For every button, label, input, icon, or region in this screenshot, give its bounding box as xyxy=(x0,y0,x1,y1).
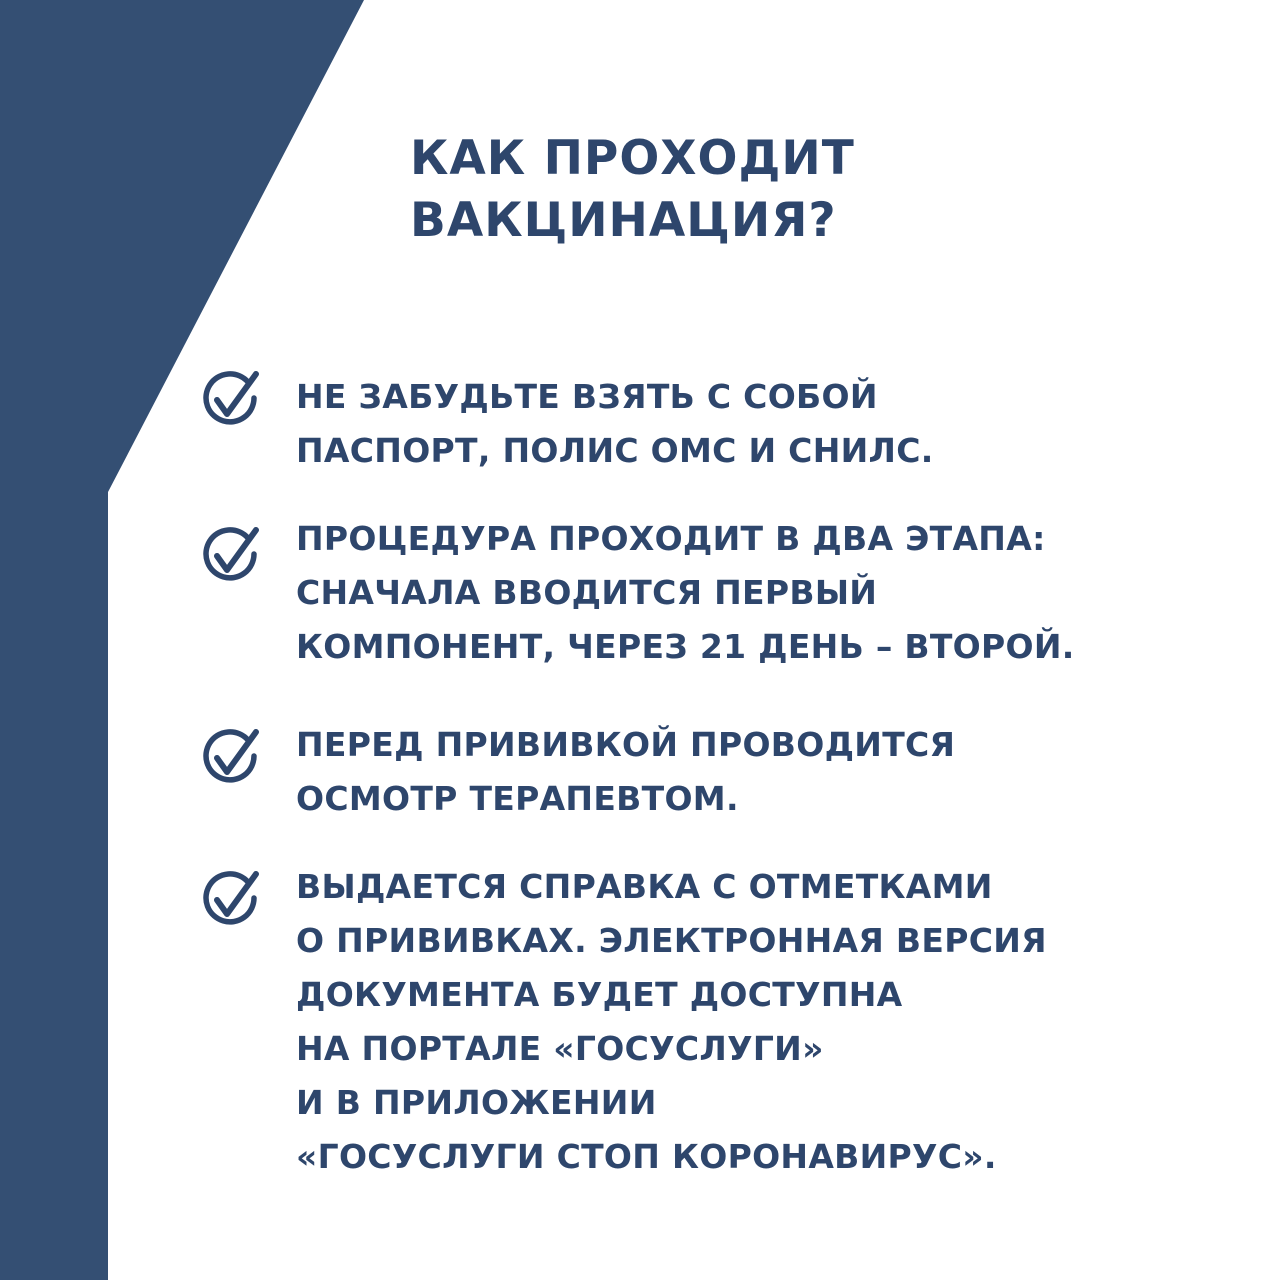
check-circle-icon xyxy=(200,370,262,432)
item-line: И В ПРИЛОЖЕНИИ xyxy=(296,1083,657,1122)
check-circle-icon xyxy=(200,728,262,790)
title-line: ВАКЦИНАЦИЯ? xyxy=(410,193,837,248)
item-line: ВЫДАЕТСЯ СПРАВКА С ОТМЕТКАМИ xyxy=(296,867,993,906)
check-circle-icon xyxy=(200,870,262,932)
item-line: ДОКУМЕНТА БУДЕТ ДОСТУПНА xyxy=(296,975,903,1014)
item-line: СНАЧАЛА ВВОДИТСЯ ПЕРВЫЙ xyxy=(296,573,878,612)
page-title xyxy=(410,128,855,252)
item-line: ПРОЦЕДУРА ПРОХОДИТ В ДВА ЭТАПА: xyxy=(296,519,1046,558)
item-line: ПЕРЕД ПРИВИВКОЙ ПРОВОДИТСЯ xyxy=(296,725,956,764)
item-text xyxy=(296,718,955,826)
item-text xyxy=(296,512,1075,674)
title-line: КАК ПРОХОДИТ xyxy=(410,131,855,186)
item-line: «ГОСУСЛУГИ СТОП КОРОНАВИРУС». xyxy=(296,1137,997,1176)
item-line: КОМПОНЕНТ, ЧЕРЕЗ 21 ДЕНЬ – ВТОРОЙ. xyxy=(296,627,1075,666)
item-line: ПАСПОРТ, ПОЛИС ОМС И СНИЛС. xyxy=(296,431,934,470)
item-line: НА ПОРТАЛЕ «ГОСУСЛУГИ» xyxy=(296,1029,824,1068)
item-line: НЕ ЗАБУДЬТЕ ВЗЯТЬ С СОБОЙ xyxy=(296,377,878,416)
item-text xyxy=(296,860,1047,1184)
item-text xyxy=(296,370,934,478)
item-line: ОСМОТР ТЕРАПЕВТОМ. xyxy=(296,779,739,818)
item-line: О ПРИВИВКАХ. ЭЛЕКТРОННАЯ ВЕРСИЯ xyxy=(296,921,1047,960)
check-circle-icon xyxy=(200,526,262,588)
